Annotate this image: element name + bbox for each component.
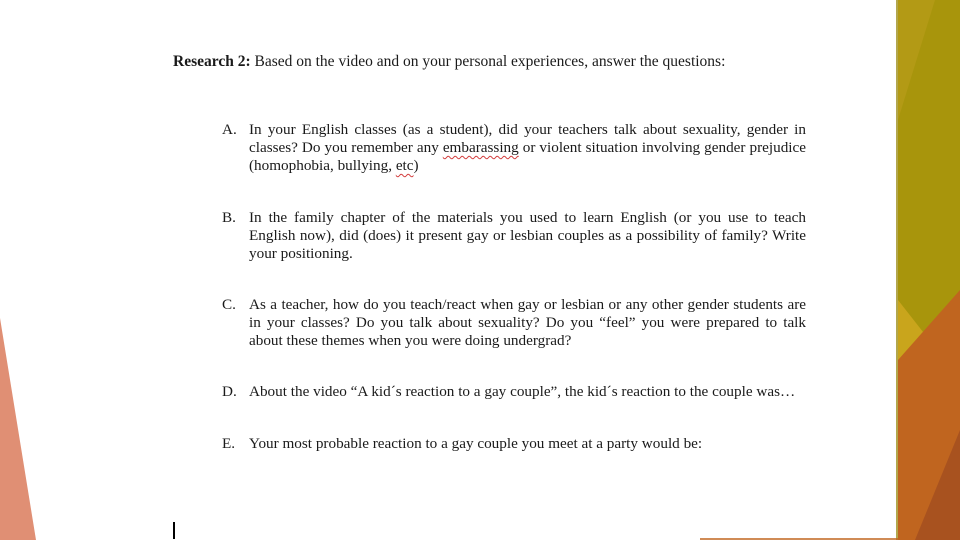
question-letter: A.: [222, 121, 237, 138]
question-text: Your most probable reaction to a gay couple you meet at a party would be:: [249, 435, 703, 452]
question-text: In your English classes (as a student), did your teachers talk about sexuality, gender in classes? Do you remember any embarassing or violent situation involving gender prejudice (homophobia, bullying, etc): [249, 121, 806, 174]
question-e: [222, 435, 806, 453]
question-d: [222, 383, 806, 401]
spellcheck-flagged-word[interactable]: etc: [395, 157, 414, 174]
question-text: As a teacher, how do you teach/react when gay or lesbian or any other gender students are in your classes? Do you talk about sexuality? Do you “feel” you were prepared to talk about these themes when you were doing undergrad?: [249, 296, 806, 349]
question-letter: E.: [222, 435, 236, 452]
question-text: In the family chapter of the materials you used to learn English (or you use to teach English now), did (does) it present gay or lesbian couples as a possibility of family? Write your positioning.: [249, 209, 806, 262]
research-heading: [173, 52, 813, 72]
question-letter: B.: [222, 209, 236, 226]
question-text: About the video “A kid´s reaction to a gay couple”, the kid´s reaction to the couple was…: [249, 383, 796, 400]
text-cursor: [173, 522, 175, 539]
question-a: [222, 121, 806, 175]
question-letter: D.: [222, 383, 237, 400]
heading-label: Research 2:: [173, 53, 251, 70]
question-b: [222, 209, 806, 263]
spellcheck-flagged-word[interactable]: embarassing: [442, 139, 519, 156]
heading-instruction: Based on the video and on your personal experiences, answer the questions:: [250, 53, 726, 70]
question-letter: C.: [222, 296, 236, 313]
question-c: [222, 296, 806, 350]
